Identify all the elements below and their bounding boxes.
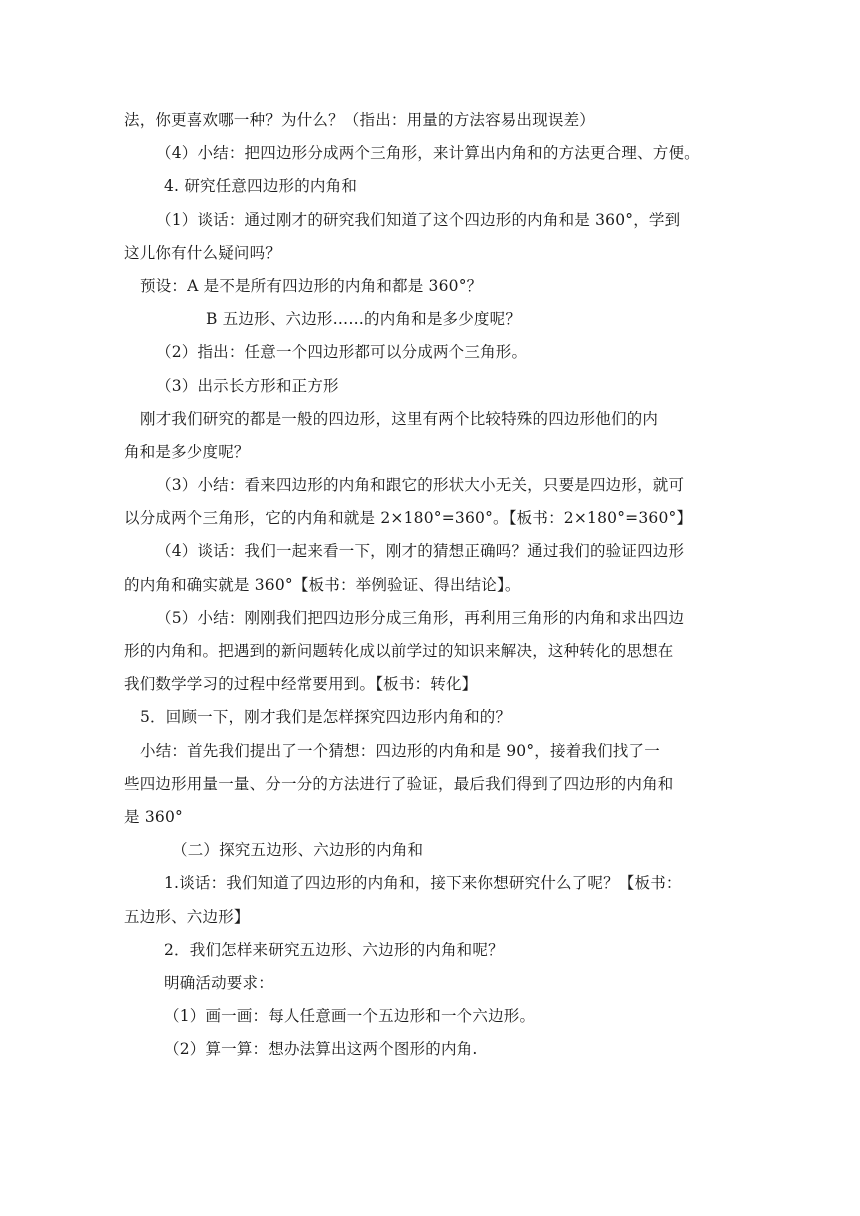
text-line: 以分成两个三角形，它的内角和就是 2×180°=360°。【板书：2×180°=360°】 [124, 509, 693, 528]
text-line: （1）谈话：通过刚才的研究我们知道了这个四边形的内角和是 360°，学到 [156, 210, 681, 229]
text-line: 1.谈话：我们知道了四边形的内角和，接下来你想研究什么了呢？【板书： [164, 874, 682, 893]
text-line: 预设：A 是不是所有四边形的内角和都是 360°？ [140, 276, 483, 295]
text-line: （5）小结：刚刚我们把四边形分成三角形，再利用三角形的内角和求出四边 [156, 608, 685, 627]
text-line: 些四边形用量一量、分一分的方法进行了验证，最后我们得到了四边形的内角和 [124, 774, 674, 793]
document-body [124, 104, 736, 1066]
text-line: （3）出示长方形和正方形 [156, 376, 339, 395]
text-line: 是 360° [124, 807, 183, 826]
text-line: 刚才我们研究的都是一般的四边形，这里有两个比较特殊的四边形他们的内 [140, 409, 659, 428]
text-line: （1）画一画：每人任意画一个五边形和一个六边形。 [164, 1007, 536, 1026]
text-line: （4）谈话：我们一起来看一下，刚才的猜想正确吗？通过我们的验证四边形 [156, 542, 685, 561]
text-line: 这儿你有什么疑问吗？ [124, 243, 282, 262]
text-line: 小结：首先我们提出了一个猜想：四边形的内角和是 90°，接着我们找了一 [140, 741, 660, 760]
text-line: 明确活动要求： [164, 973, 274, 992]
text-line: （4）小结：把四边形分成两个三角形，来计算出内角和的方法更合理、方便。 [156, 144, 700, 163]
text-line: 五边形、六边形】 [124, 907, 250, 926]
text-line: 角和是多少度呢？ [124, 442, 250, 461]
section-heading: 4. 研究任意四边形的内角和 [164, 177, 358, 196]
text-line: （3）小结：看来四边形的内角和跟它的形状大小无关，只要是四边形，就可 [156, 476, 685, 495]
section-heading: （二）探究五边形、六边形的内角和 [172, 841, 424, 860]
text-line: （2）算一算：想办法算出这两个图形的内角. [164, 1040, 478, 1059]
text-line: 我们数学学习的过程中经常要用到。【板书：转化】 [124, 675, 478, 694]
text-line: 形的内角和。把遇到的新问题转化成以前学过的知识来解决，这种转化的思想在 [124, 642, 674, 660]
text-line: 的内角和确实就是 360°【板书：举例验证、得出结论】。 [124, 575, 521, 594]
section-heading: 5．回顾一下，刚才我们是怎样探究四边形内角和的？ [140, 708, 512, 727]
text-line: 2．我们怎样来研究五边形、六边形的内角和呢？ [164, 940, 504, 959]
text-line: B 五边形、六边形……的内角和是多少度呢？ [206, 310, 522, 329]
text-line: 法，你更喜欢哪一种？为什么？（指出：用量的方法容易出现误差） [124, 111, 596, 129]
text-line: （2）指出：任意一个四边形都可以分成两个三角形。 [156, 343, 528, 362]
